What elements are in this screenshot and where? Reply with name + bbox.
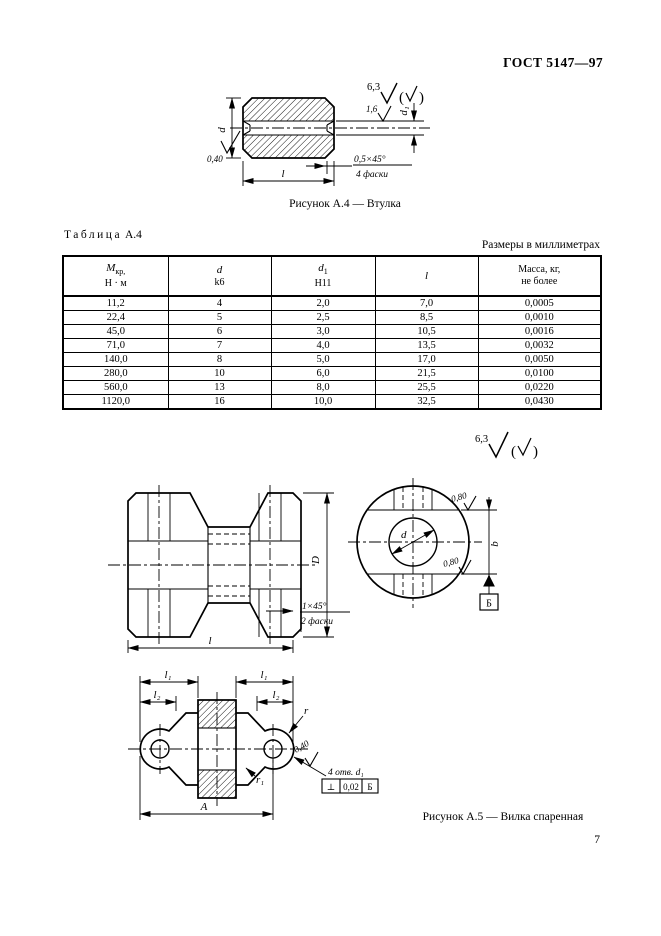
roughness-check-icon <box>221 131 240 153</box>
roughness-top-value: 0,80 <box>449 490 468 504</box>
perpendicularity-icon: ⊥ <box>326 782 336 792</box>
table-cell: 0,0016 <box>478 325 601 339</box>
dim-label-D: D <box>310 556 322 564</box>
standard-number: ГОСТ 5147—97 <box>503 55 603 70</box>
dim-label-A: A <box>200 801 208 813</box>
page-number: 7 <box>594 834 600 846</box>
table-cell: 0,0220 <box>478 381 601 395</box>
tolerance-datum: Б <box>367 782 373 792</box>
datum-triangle-icon <box>484 576 494 586</box>
table-cell: 5,0 <box>271 353 375 367</box>
table-cell: 71,0 <box>63 339 168 353</box>
table-label-word: Таблица <box>64 229 123 241</box>
dim-label-d1: d₁ <box>398 106 410 116</box>
table-header-row <box>63 256 601 296</box>
table-cell: 560,0 <box>63 381 168 395</box>
figure-a5-top-view <box>128 669 378 820</box>
surface-finish-value: 6,3 <box>367 82 381 93</box>
dim-label-l: l <box>208 635 212 647</box>
chamfer-label: 0,5×45° <box>354 155 386 165</box>
table-row <box>63 353 601 367</box>
table-cell: 280,0 <box>63 367 168 381</box>
table-cell: 2,5 <box>271 311 375 325</box>
dim-label-b: b <box>489 541 501 547</box>
roughness-check-icon <box>305 752 318 766</box>
table-body <box>63 296 601 409</box>
table-cell: 32,5 <box>375 395 478 410</box>
table-cell: 13 <box>168 381 271 395</box>
roughness-face-value: 0,40 <box>207 154 223 164</box>
table-cell: 0,0010 <box>478 311 601 325</box>
dim-label-l1: l₁ <box>164 669 172 681</box>
table-cell: 5 <box>168 311 271 325</box>
roughness-check-icon <box>489 432 508 457</box>
roughness-bottom-value: 0,80 <box>441 555 460 569</box>
surface-finish-symbol-a5 <box>475 432 538 460</box>
roughness-bore-value: 1,6 <box>366 104 378 114</box>
table-cell: 7 <box>168 339 271 353</box>
table-cell: 6 <box>168 325 271 339</box>
table-cell: 0,0050 <box>478 353 601 367</box>
table-cell: 10 <box>168 367 271 381</box>
roughness-check-icon <box>518 438 531 455</box>
col-header-mass: Масса, кг, не более <box>478 256 601 296</box>
col-header-torque: $M_{кр,}$ Н · м <box>63 256 168 296</box>
table-cell: 45,0 <box>63 325 168 339</box>
table-row <box>63 339 601 353</box>
dim-label-d: d <box>216 127 228 133</box>
table-cell: 3,0 <box>271 325 375 339</box>
chamfer-label: 1×45° <box>302 602 327 612</box>
dim-label-d: d <box>401 529 407 541</box>
surface-finish-value: 6,3 <box>475 434 489 445</box>
paren-open: ( <box>511 444 516 460</box>
table-cell: 0,0032 <box>478 339 601 353</box>
table-cell: 1120,0 <box>63 395 168 410</box>
table-cell: 6,0 <box>271 367 375 381</box>
table-cell: 8,0 <box>271 381 375 395</box>
roughness-check-icon <box>406 86 417 101</box>
table-cell: 8 <box>168 353 271 367</box>
table-row <box>63 325 601 339</box>
figure-a4-caption: Рисунок А.4 — Втулка <box>289 198 401 210</box>
table-cell: 2,0 <box>271 296 375 311</box>
table-row <box>63 381 601 395</box>
table-label-number: А.4 <box>124 229 142 241</box>
col-header-d1: $d_1$ H11 <box>271 256 375 296</box>
paren-open: ( <box>399 90 404 106</box>
holes-note: 4 отв. d₁ <box>328 768 364 778</box>
table-row <box>63 367 601 381</box>
dim-label-l2: l₂ <box>272 689 280 701</box>
table-cell: 0,0430 <box>478 395 601 410</box>
surface-finish-symbol <box>367 82 424 106</box>
col-header-d: d k6 <box>168 256 271 296</box>
dim-label-l: l <box>281 168 285 180</box>
roughness-holes-value: 0,40 <box>292 738 311 755</box>
table-cell: 140,0 <box>63 353 168 367</box>
paren-close: ) <box>419 90 424 106</box>
units-note: Размеры в миллиметрах <box>481 239 600 251</box>
table-cell: 11,2 <box>63 296 168 311</box>
table-cell: 16 <box>168 395 271 410</box>
table-cell: 0,0005 <box>478 296 601 311</box>
dimensions-table <box>62 255 602 410</box>
table-cell: 22,4 <box>63 311 168 325</box>
dim-label-l2: l₂ <box>153 689 161 701</box>
table-cell: 10,5 <box>375 325 478 339</box>
figure-a4-drawing <box>207 82 430 186</box>
table-row <box>63 311 601 325</box>
figure-a5-end-view <box>348 478 501 610</box>
tolerance-value: 0,02 <box>343 782 359 792</box>
tolerance-frame <box>322 779 378 793</box>
table-cell: 4 <box>168 296 271 311</box>
roughness-check-icon <box>378 106 391 121</box>
table-cell: 13,5 <box>375 339 478 353</box>
table-cell: 8,5 <box>375 311 478 325</box>
radius-label-r1: r₁ <box>256 774 265 786</box>
table-cell: 17,0 <box>375 353 478 367</box>
col-header-l: l <box>375 256 478 296</box>
radius-label-r: r <box>304 705 309 717</box>
figure-a5-side-view <box>108 485 350 653</box>
table-cell: 4,0 <box>271 339 375 353</box>
table-cell: 10,0 <box>271 395 375 410</box>
datum-label: Б <box>486 598 492 610</box>
paren-close: ) <box>533 444 538 460</box>
table-row <box>63 395 601 410</box>
chamfer-note: 2 фаски <box>301 617 334 627</box>
table-cell: 25,5 <box>375 381 478 395</box>
chamfer-note: 4 фаски <box>356 170 389 180</box>
table-cell: 0,0100 <box>478 367 601 381</box>
table-cell: 7,0 <box>375 296 478 311</box>
table-row <box>63 296 601 311</box>
dim-label-l1: l₁ <box>260 669 268 681</box>
figure-a5-caption: Рисунок А.5 — Вилка спаренная <box>422 811 584 823</box>
table-cell: 21,5 <box>375 367 478 381</box>
roughness-check-icon <box>381 83 397 103</box>
